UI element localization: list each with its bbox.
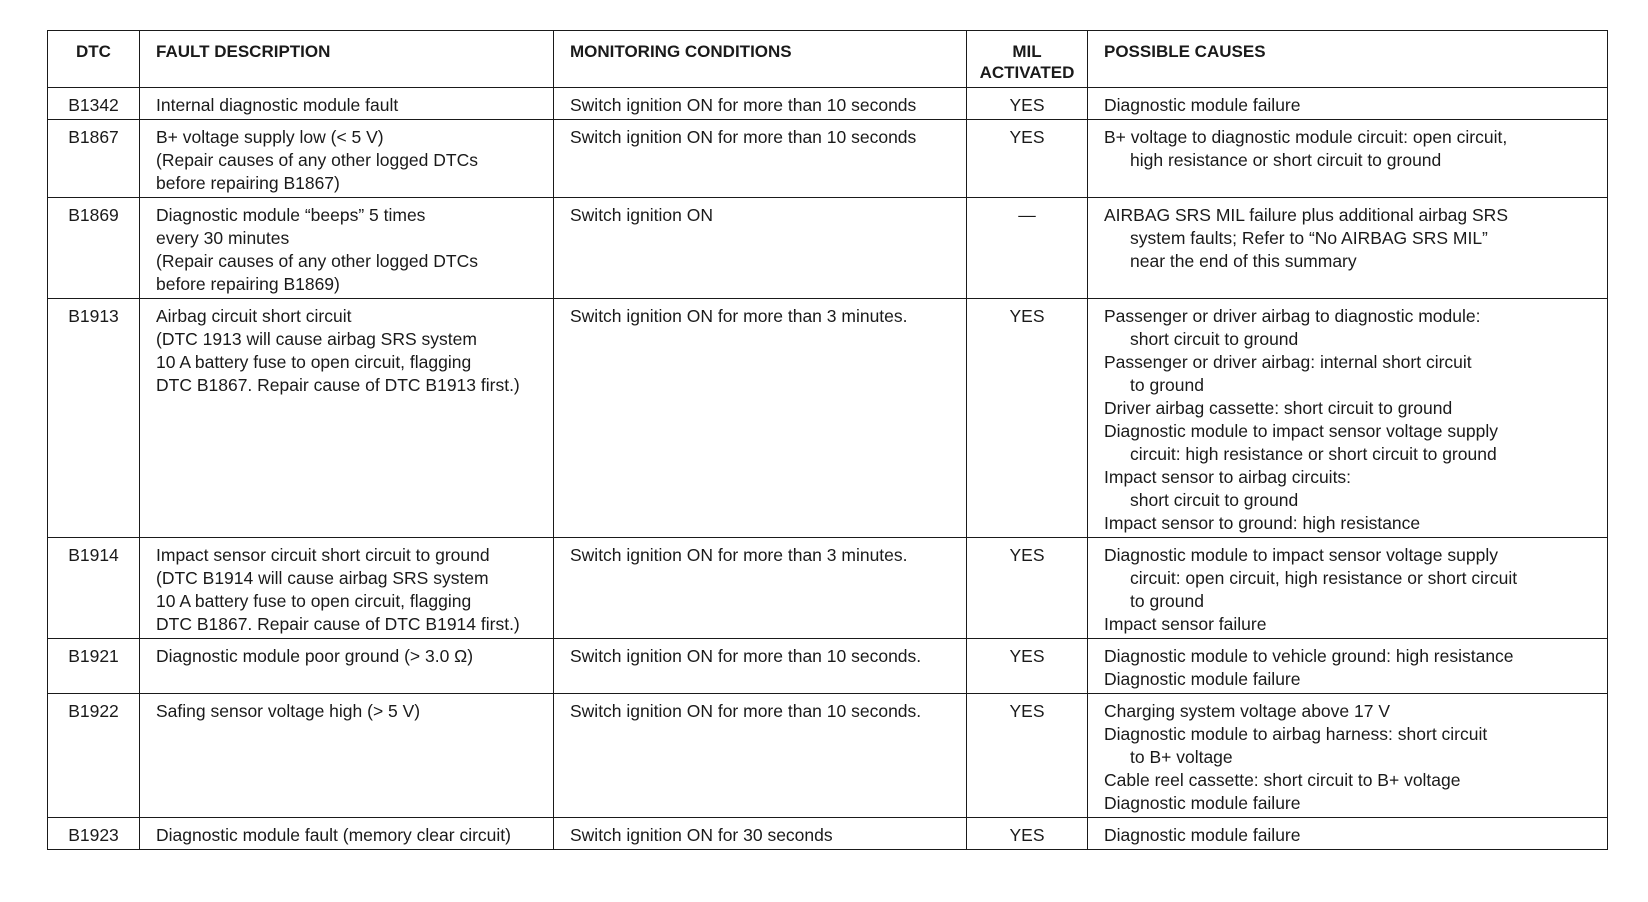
possible-cause-line: B+ voltage to diagnostic module circuit: open circuit, <box>1104 127 1508 147</box>
possible-cause-line: Passenger or driver airbag: internal short circuit <box>1104 352 1472 372</box>
header-possible-causes: POSSIBLE CAUSES <box>1088 31 1608 88</box>
possible-cause-line: Impact sensor to ground: high resistance <box>1104 513 1421 533</box>
dtc-code: B1342 <box>48 88 140 120</box>
possible-cause-line: Driver airbag cassette: short circuit to ground <box>1104 398 1453 418</box>
dtc-code: B1914 <box>48 538 140 639</box>
mil-activated: YES <box>967 88 1088 120</box>
fault-description-line: (DTC 1913 will cause airbag SRS system <box>156 329 477 349</box>
fault-description <box>140 694 554 818</box>
mil-activated: YES <box>967 538 1088 639</box>
possible-cause-line: Diagnostic module to impact sensor voltage supply <box>1104 545 1498 565</box>
possible-cause-line: to ground <box>1130 591 1204 611</box>
monitoring-conditions: Switch ignition ON for 30 seconds <box>554 818 967 850</box>
table-row <box>48 88 1608 120</box>
fault-description <box>140 299 554 538</box>
possible-cause-line: Diagnostic module failure <box>1104 669 1301 689</box>
monitoring-conditions: Switch ignition ON for more than 10 seconds <box>554 120 967 198</box>
header-dtc: DTC <box>48 31 140 88</box>
mil-activated: YES <box>967 639 1088 694</box>
fault-description-line: B+ voltage supply low (< 5 V) <box>156 127 384 147</box>
possible-causes <box>1088 639 1608 694</box>
possible-causes <box>1088 120 1608 198</box>
dtc-code: B1913 <box>48 299 140 538</box>
table-row <box>48 818 1608 850</box>
fault-description <box>140 120 554 198</box>
mil-activated: YES <box>967 694 1088 818</box>
possible-cause-line: Diagnostic module failure <box>1104 793 1301 813</box>
possible-causes <box>1088 818 1608 850</box>
fault-description-line: (Repair causes of any other logged DTCs <box>156 150 478 170</box>
dtc-code: B1869 <box>48 198 140 299</box>
fault-description <box>140 639 554 694</box>
fault-description <box>140 198 554 299</box>
possible-causes <box>1088 88 1608 120</box>
table-row <box>48 198 1608 299</box>
fault-description-line: before repairing B1867) <box>156 173 340 193</box>
header-monitoring-conditions: MONITORING CONDITIONS <box>554 31 967 88</box>
fault-description <box>140 538 554 639</box>
fault-description <box>140 88 554 120</box>
fault-description-line: Diagnostic module fault (memory clear circuit) <box>156 825 511 845</box>
possible-cause-line: circuit: open circuit, high resistance or short circuit <box>1130 568 1518 588</box>
mil-activated: — <box>967 198 1088 299</box>
dtc-code: B1922 <box>48 694 140 818</box>
mil-activated: YES <box>967 818 1088 850</box>
possible-causes <box>1088 538 1608 639</box>
table-header <box>48 31 1608 88</box>
table-row <box>48 120 1608 198</box>
possible-cause-line: Cable reel cassette: short circuit to B+ voltage <box>1104 770 1461 790</box>
possible-cause-line: Charging system voltage above 17 V <box>1104 701 1390 721</box>
possible-causes <box>1088 299 1608 538</box>
fault-description <box>140 818 554 850</box>
fault-description-line: (DTC B1914 will cause airbag SRS system <box>156 568 489 588</box>
fault-description-line: Safing sensor voltage high (> 5 V) <box>156 701 421 721</box>
fault-description-line: Diagnostic module poor ground (> 3.0 Ω) <box>156 646 474 666</box>
fault-description-line: before repairing B1869) <box>156 274 340 294</box>
possible-cause-line: circuit: high resistance or short circuit to ground <box>1130 444 1497 464</box>
possible-cause-line: high resistance or short circuit to ground <box>1130 150 1442 170</box>
dtc-summary-table <box>47 30 1608 850</box>
monitoring-conditions: Switch ignition ON for more than 10 seconds <box>554 88 967 120</box>
monitoring-conditions: Switch ignition ON for more than 10 seconds. <box>554 639 967 694</box>
table-row <box>48 694 1608 818</box>
possible-cause-line: Diagnostic module failure <box>1104 825 1301 845</box>
possible-cause-line: AIRBAG SRS MIL failure plus additional airbag SRS <box>1104 205 1508 225</box>
possible-cause-line: Diagnostic module to impact sensor voltage supply <box>1104 421 1498 441</box>
possible-cause-line: to B+ voltage <box>1130 747 1233 767</box>
mil-activated: YES <box>967 299 1088 538</box>
possible-cause-line: short circuit to ground <box>1130 490 1299 510</box>
table-body <box>48 88 1608 850</box>
possible-causes <box>1088 198 1608 299</box>
fault-description-line: DTC B1867. Repair cause of DTC B1913 first.) <box>156 375 520 395</box>
possible-cause-line: to ground <box>1130 375 1204 395</box>
possible-cause-line: Diagnostic module failure <box>1104 95 1301 115</box>
fault-description-line: (Repair causes of any other logged DTCs <box>156 251 478 271</box>
dtc-code: B1921 <box>48 639 140 694</box>
fault-description-line: every 30 minutes <box>156 228 290 248</box>
dtc-code: B1867 <box>48 120 140 198</box>
header-mil-activated <box>967 31 1088 88</box>
table-row <box>48 538 1608 639</box>
possible-cause-line: near the end of this summary <box>1130 251 1357 271</box>
header-fault-description: FAULT DESCRIPTION <box>140 31 554 88</box>
fault-description-line: 10 A battery fuse to open circuit, flagging <box>156 591 472 611</box>
monitoring-conditions: Switch ignition ON <box>554 198 967 299</box>
possible-cause-line: Diagnostic module to vehicle ground: high resistance <box>1104 646 1514 666</box>
dtc-code: B1923 <box>48 818 140 850</box>
possible-cause-line: Impact sensor to airbag circuits: <box>1104 467 1352 487</box>
header-row <box>48 31 1608 88</box>
header-mil-line1: MIL <box>1012 42 1042 61</box>
possible-causes <box>1088 694 1608 818</box>
monitoring-conditions: Switch ignition ON for more than 10 seconds. <box>554 694 967 818</box>
fault-description-line: Airbag circuit short circuit <box>156 306 352 326</box>
monitoring-conditions: Switch ignition ON for more than 3 minutes. <box>554 538 967 639</box>
fault-description-line: DTC B1867. Repair cause of DTC B1914 first.) <box>156 614 520 634</box>
possible-cause-line: system faults; Refer to “No AIRBAG SRS MIL” <box>1130 228 1488 248</box>
fault-description-line: 10 A battery fuse to open circuit, flagging <box>156 352 472 372</box>
fault-description-line: Internal diagnostic module fault <box>156 95 399 115</box>
monitoring-conditions: Switch ignition ON for more than 3 minutes. <box>554 299 967 538</box>
possible-cause-line: short circuit to ground <box>1130 329 1299 349</box>
fault-description-line: Impact sensor circuit short circuit to ground <box>156 545 490 565</box>
table-row <box>48 639 1608 694</box>
mil-activated: YES <box>967 120 1088 198</box>
possible-cause-line: Diagnostic module to airbag harness: short circuit <box>1104 724 1488 744</box>
header-mil-line2: ACTIVATED <box>979 63 1075 82</box>
possible-cause-line: Passenger or driver airbag to diagnostic module: <box>1104 306 1481 326</box>
fault-description-line: Diagnostic module “beeps” 5 times <box>156 205 426 225</box>
possible-cause-line: Impact sensor failure <box>1104 614 1267 634</box>
table-row <box>48 299 1608 538</box>
